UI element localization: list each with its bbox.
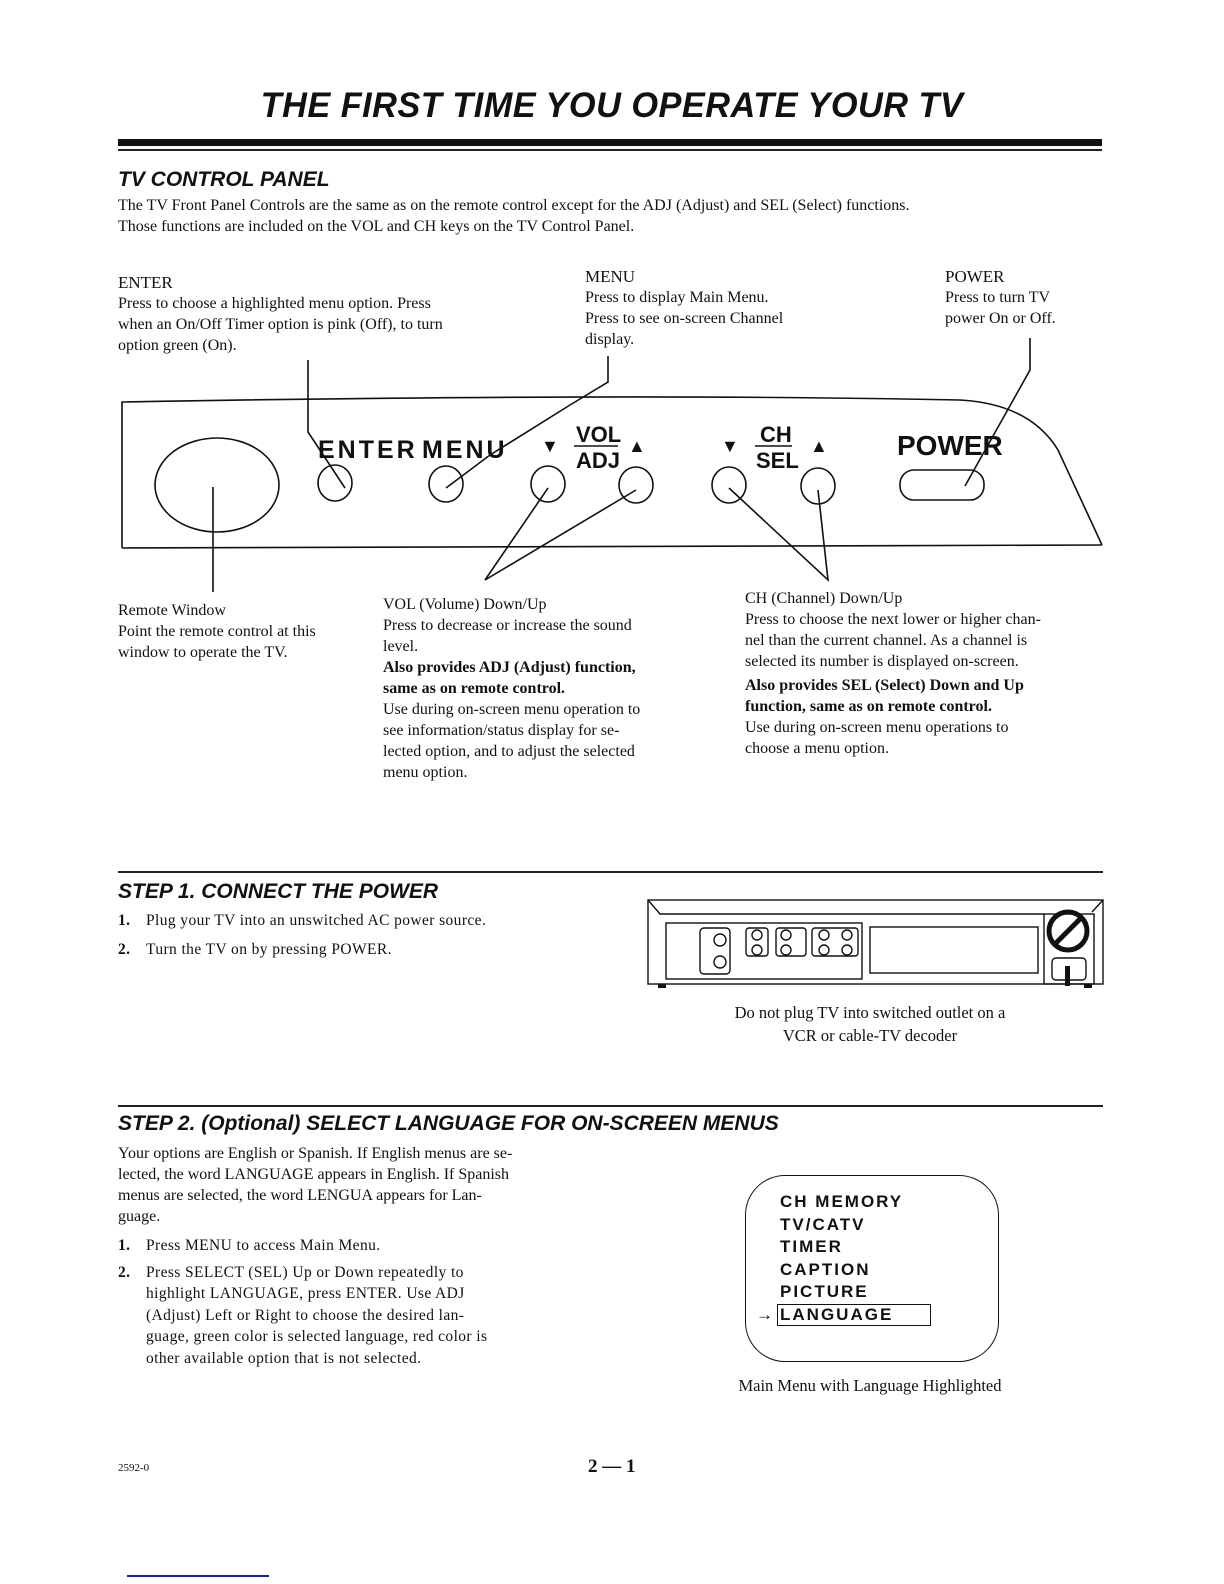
footer-code: 2592-0 — [118, 1462, 150, 1474]
step2-intro-line: menus are selected, the word LENGUA appears for Lan- — [118, 1187, 482, 1204]
vol-line: Press to decrease or increase the sound — [383, 617, 632, 634]
step-text-line: guage, green color is selected language, red color is — [146, 1328, 488, 1345]
remote-window-line: Point the remote control at this — [118, 623, 316, 640]
ch-line: selected its number is displayed on-screen. — [745, 653, 1019, 670]
step2-item — [118, 1262, 608, 1370]
step-number: 1. — [118, 1237, 131, 1254]
vol-bold-line: same as on remote control. — [383, 680, 566, 697]
main-menu-list — [756, 1191, 931, 1326]
ch-line: Use during on-screen menu operations to — [745, 719, 1009, 736]
step-text-line: other available option that is not selected. — [146, 1349, 422, 1367]
menu-item-timer: TIMER — [780, 1237, 843, 1256]
panel-label-vol: VOL — [576, 422, 622, 447]
power-line: Press to turn TV — [945, 289, 1051, 306]
panel-label-power: POWER — [897, 430, 1003, 461]
menu-item-caption: CAPTION — [780, 1259, 871, 1279]
remote-window-line: window to operate the TV. — [118, 644, 288, 661]
step-text-line: Press SELECT (SEL) Up or Down repeatedly to — [146, 1263, 464, 1281]
section-divider — [118, 1105, 1103, 1107]
ch-line: Press to choose the next lower or higher chan- — [745, 611, 1041, 628]
menu-item-picture: PICTURE — [780, 1282, 869, 1301]
step-text: Turn the TV on by pressing POWER. — [146, 940, 392, 958]
ch-bold-line: Also provides SEL (Select) Down and Up — [745, 677, 1024, 694]
step2-intro-line: Your options are English or Spanish. If English menus are se- — [118, 1145, 513, 1162]
menu-item-language-label: LANGUAGE — [780, 1304, 894, 1324]
vol-line: menu option. — [383, 764, 468, 781]
step2-heading: STEP 2. (Optional) SELECT LANGUAGE FOR ON-SCREEN MENUS — [118, 1112, 779, 1135]
step2-intro — [118, 1143, 598, 1227]
vol-callout — [383, 594, 703, 783]
step1-item — [118, 910, 618, 932]
enter-line: Press to choose a highlighted menu option. Press — [118, 295, 431, 312]
ch-callout — [745, 588, 1105, 759]
menu-button-icon — [429, 466, 463, 502]
ch-down-button-icon — [712, 467, 746, 503]
step1-list — [118, 910, 618, 960]
intro-line-1: The TV Front Panel Controls are the same as on the remote control except for the ADJ (Adjust) and SEL (Select) functions. — [118, 197, 910, 214]
remote-window-callout — [118, 600, 368, 663]
step-text-line: (Adjust) Left or Right to choose the desired lan- — [146, 1306, 465, 1324]
vol-line: Use during on-screen menu operation to — [383, 701, 641, 718]
antenna-jacks — [700, 928, 730, 974]
step1-heading: STEP 1. CONNECT THE POWER — [118, 880, 439, 903]
step2-intro-line: guage. — [118, 1208, 161, 1225]
title-rule — [118, 139, 1102, 146]
step1-caption-line: VCR or cable-TV decoder — [782, 1026, 958, 1045]
menu-line: display. — [585, 331, 635, 348]
step1-item — [118, 939, 618, 961]
ch-down-arrow-icon: ▼ — [721, 436, 739, 456]
vol-line: see information/status display for se- — [383, 722, 620, 739]
power-callout — [945, 266, 1115, 329]
enter-line: when an On/Off Timer option is pink (Off), to turn — [118, 316, 443, 333]
step-number: 1. — [118, 912, 131, 929]
ch-callout-title: CH (Channel) Down/Up — [745, 590, 903, 607]
enter-button-icon — [318, 465, 352, 501]
page-number: 2 — 1 — [588, 1456, 636, 1477]
panel-label-adj: ADJ — [576, 448, 621, 473]
remote-window-icon — [155, 438, 279, 532]
menu-caption: Main Menu with Language Highlighted — [738, 1376, 1002, 1395]
power-callout-title: POWER — [945, 267, 1005, 286]
arrow-right-icon: → — [756, 1304, 773, 1324]
step-number: 2. — [118, 1263, 131, 1281]
vol-line: level. — [383, 638, 419, 655]
section-divider — [118, 871, 1103, 873]
ch-line: choose a menu option. — [745, 740, 889, 757]
vol-callout-title: VOL (Volume) Down/Up — [383, 596, 547, 613]
vol-up-arrow-icon: ▲ — [628, 436, 646, 456]
vol-bold-line: Also provides ADJ (Adjust) function, — [383, 659, 636, 676]
step-text — [146, 1262, 487, 1370]
enter-line: option green (On). — [118, 337, 237, 354]
tv-control-panel-diagram — [0, 330, 1224, 600]
panel-label-menu: MENU — [422, 436, 508, 464]
step-text-line: highlight LANGUAGE, press ENTER. Use ADJ — [146, 1285, 465, 1302]
step2-list — [118, 1235, 608, 1369]
intro-line-2: Those functions are included on the VOL and CH keys on the TV Control Panel. — [118, 218, 635, 235]
menu-item-language — [756, 1304, 931, 1326]
menu-line: Press to see on-screen Channel — [585, 310, 784, 327]
step2-intro-line: lected, the word LANGUAGE appears in English. If Spanish — [118, 1166, 510, 1183]
menu-callout-title: MENU — [585, 267, 636, 286]
control-panel-intro — [118, 195, 1108, 237]
ch-up-button-icon — [801, 468, 835, 504]
panel-label-ch: CH — [760, 422, 792, 447]
step1-caption-line: Do not plug TV into switched outlet on a — [734, 1003, 1006, 1022]
step-text: Plug your TV into an unswitched AC power source. — [146, 912, 487, 929]
step-number: 2. — [118, 940, 131, 958]
power-line: power On or Off. — [945, 310, 1056, 327]
ch-bold-line: function, same as on remote control. — [745, 698, 992, 715]
vol-line: lected option, and to adjust the selected — [383, 743, 635, 760]
no-switched-outlet-icon — [1049, 912, 1087, 986]
vol-down-arrow-icon: ▼ — [541, 436, 559, 456]
page-title: THE FIRST TIME YOU OPERATE YOUR TV — [260, 86, 964, 125]
panel-label-sel: SEL — [756, 448, 799, 473]
menu-item-ch-memory: CH MEMORY — [780, 1192, 904, 1211]
vcr-back-panel-diagram — [640, 890, 1110, 995]
menu-line: Press to display Main Menu. — [585, 289, 769, 306]
title-rule-thin — [118, 149, 1102, 151]
ch-line: nel than the current channel. As a channel is — [745, 632, 1028, 649]
step-text: Press MENU to access Main Menu. — [146, 1237, 381, 1254]
vol-down-button-icon — [531, 466, 565, 502]
footer-blue-rule — [127, 1575, 269, 1577]
remote-window-title: Remote Window — [118, 602, 226, 619]
enter-callout-title: ENTER — [118, 273, 173, 292]
step1-caption — [640, 1001, 1100, 1047]
panel-label-enter: ENTER — [318, 436, 418, 464]
control-panel-heading: TV CONTROL PANEL — [118, 168, 330, 191]
menu-item-tv-catv: TV/CATV — [780, 1214, 866, 1234]
ch-up-arrow-icon: ▲ — [810, 436, 828, 456]
step2-item — [118, 1235, 608, 1257]
